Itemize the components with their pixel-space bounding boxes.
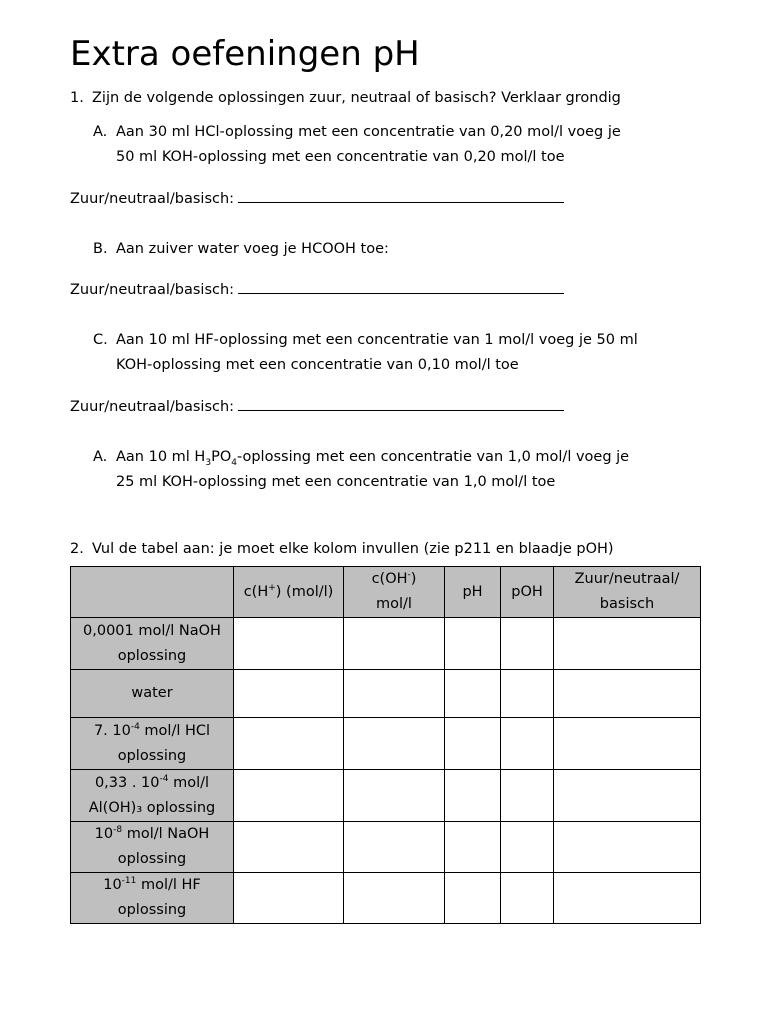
answer-label: Zuur/neutraal/basisch: xyxy=(70,191,235,207)
answer-cell[interactable] xyxy=(554,670,701,718)
answer-line-c xyxy=(70,396,564,418)
answer-cell[interactable] xyxy=(234,618,344,670)
answer-cell[interactable] xyxy=(445,718,501,770)
answer-line-a xyxy=(70,188,564,210)
answer-label: Zuur/neutraal/basisch: xyxy=(70,399,235,415)
row-label: 7. $10^{-4}$ mol/l HCl oplossing xyxy=(71,718,234,770)
answer-cell[interactable] xyxy=(344,670,445,718)
answer-cell[interactable] xyxy=(554,770,701,822)
answer-blank[interactable] xyxy=(238,279,564,294)
row-label: 0,0001 mol/l NaOH oplossing xyxy=(71,618,234,670)
answer-cell[interactable] xyxy=(501,873,554,924)
row-label: 0,33 . $10^{-4}$ mol/l Al(OH)₃ oplossing xyxy=(71,770,234,822)
answer-cell[interactable] xyxy=(501,670,554,718)
answer-cell[interactable] xyxy=(344,770,445,822)
ph-table xyxy=(70,566,701,924)
header-empty-cell xyxy=(71,567,234,618)
answer-cell[interactable] xyxy=(445,873,501,924)
answer-blank[interactable] xyxy=(238,188,564,203)
answer-cell[interactable] xyxy=(234,770,344,822)
question-1-item-c xyxy=(93,328,676,378)
header-zuur-neutraal-basisch: Zuur/neutraal/ basisch xyxy=(554,567,701,618)
answer-cell[interactable] xyxy=(344,718,445,770)
table-row xyxy=(71,873,701,924)
answer-cell[interactable] xyxy=(501,822,554,873)
page-title: Extra oefeningen pH xyxy=(70,34,420,74)
answer-cell[interactable] xyxy=(234,718,344,770)
answer-cell[interactable] xyxy=(501,618,554,670)
table-row xyxy=(71,770,701,822)
answer-cell[interactable] xyxy=(344,873,445,924)
table-row xyxy=(71,822,701,873)
table-row xyxy=(71,718,701,770)
question-1-item-a xyxy=(93,120,676,170)
item-text-line2: 25 ml KOH-oplossing met een concentratie van 1,0 mol/l toe xyxy=(116,474,556,490)
answer-cell[interactable] xyxy=(445,670,501,718)
header-poh: pOH xyxy=(501,567,554,618)
answer-cell[interactable] xyxy=(344,822,445,873)
answer-cell[interactable] xyxy=(234,670,344,718)
answer-cell[interactable] xyxy=(344,618,445,670)
answer-cell[interactable] xyxy=(554,873,701,924)
question-2 xyxy=(70,537,614,562)
item-text-line2: KOH-oplossing met een concentratie van 0,10 mol/l toe xyxy=(116,357,519,373)
header-coh: c(OH-) mol/l xyxy=(344,567,445,618)
table-row xyxy=(71,618,701,670)
answer-cell[interactable] xyxy=(445,822,501,873)
answer-cell[interactable] xyxy=(501,718,554,770)
item-text-line1: Aan 10 ml $H_3PO_4$-oplossing met een concentratie van 1,0 mol/l voeg je xyxy=(116,449,630,468)
question-1-item-b xyxy=(93,237,676,262)
header-ch: c(H+) (mol/l) xyxy=(234,567,344,618)
item-letter: C. xyxy=(93,332,108,348)
item-letter: A. xyxy=(93,449,108,465)
answer-cell[interactable] xyxy=(234,822,344,873)
answer-line-b xyxy=(70,279,564,301)
item-letter: B. xyxy=(93,241,108,257)
header-ph: pH xyxy=(445,567,501,618)
row-label: water xyxy=(71,670,234,718)
item-text-line2: 50 ml KOH-oplossing met een concentratie van 0,20 mol/l toe xyxy=(116,149,565,165)
question-2-text: Vul de tabel aan: je moet elke kolom invullen (zie p211 en blaadje pOH) xyxy=(92,541,614,557)
answer-label: Zuur/neutraal/basisch: xyxy=(70,282,235,298)
answer-cell[interactable] xyxy=(445,618,501,670)
item-letter: A. xyxy=(93,124,108,140)
question-1-item-d xyxy=(93,445,676,495)
question-2-number: 2. xyxy=(70,541,84,557)
table-row xyxy=(71,670,701,718)
item-text-line1: Aan 10 ml HF-oplossing met een concentratie van 1 mol/l voeg je 50 ml xyxy=(116,332,638,348)
answer-cell[interactable] xyxy=(445,770,501,822)
question-1-text: Zijn de volgende oplossingen zuur, neutraal of basisch? Verklaar grondig xyxy=(92,90,621,106)
answer-cell[interactable] xyxy=(554,718,701,770)
table-header-row xyxy=(71,567,701,618)
question-1 xyxy=(70,86,621,111)
item-text-line1: Aan zuiver water voeg je HCOOH toe: xyxy=(116,241,389,257)
question-1-number: 1. xyxy=(70,90,84,106)
answer-cell[interactable] xyxy=(234,873,344,924)
row-label: $10^{-8}$ mol/l NaOH oplossing xyxy=(71,822,234,873)
answer-blank[interactable] xyxy=(238,396,564,411)
row-label: $10^{-11}$ mol/l HF oplossing xyxy=(71,873,234,924)
answer-cell[interactable] xyxy=(554,822,701,873)
answer-cell[interactable] xyxy=(501,770,554,822)
item-text-line1: Aan 30 ml HCl-oplossing met een concentratie van 0,20 mol/l voeg je xyxy=(116,124,621,140)
answer-cell[interactable] xyxy=(554,618,701,670)
